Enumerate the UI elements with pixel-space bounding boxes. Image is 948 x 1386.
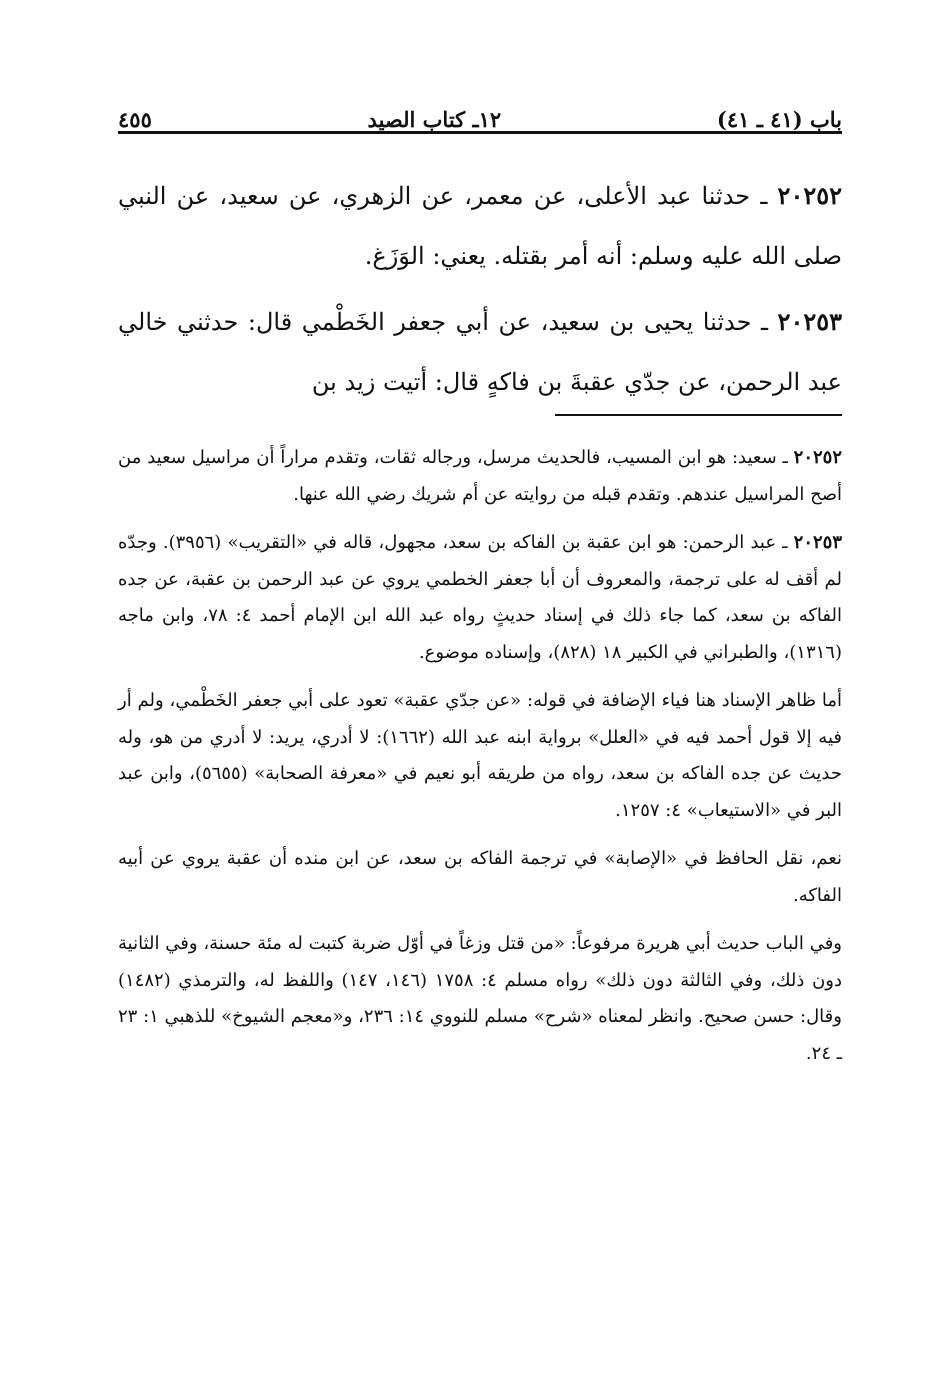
footnote-text: أما ظاهر الإسناد هنا فياء الإضافة في قوله: «عن جدّي عقبة» تعود على أبي جعفر الخَطْمي، ولم أر فيه إلا قول أحمد فيه في «العلل» برواية ابنه عبد الله (١٦٦٢): لا أدري، يريد: لا أدري من هو، وله حديث عن جده الفاكه بن سعد، رواه من طريقه أبو نعيم في «معرفة الصحابة» (٥٦٥٥)، وابن عبد البر في «الاستيعاب» ٤: ١٢٥٧. (118, 690, 842, 821)
footnote-paragraph (118, 440, 842, 513)
hadith-text: ـ حدثنا عبد الأعلى، عن معمر، عن الزهري، عن سعيد، عن النبي صلى الله عليه وسلم: أنه أمر بقتله. يعني: الوَزَغ. (118, 182, 842, 270)
book-title: ١٢ـ كتاب الصيد (367, 107, 502, 132)
hadith-number: ٢٠٢٥٣ (777, 307, 842, 336)
footnote-text: وفي الباب حديث أبي هريرة مرفوعاً: «من قتل وزغاً في أوّل ضربة كتبت له مئة حسنة، وفي الثانية دون ذلك، وفي الثالثة دون ذلك» رواه مسلم ٤: ١٧٥٨ (١٤٦، ١٤٧) واللفظ له، والترمذي (١٤٨٢) وقال: حسن صحيح. وانظر لمعناه «شرح» مسلم للنووي ١٤: ٢٣٦، و«معجم الشيوخ» للذهبي ١: ٢٣ ـ ٢٤. (118, 933, 842, 1064)
footnote-paragraph (118, 926, 842, 1072)
footnote-number: ٢٠٢٥٢ (793, 447, 842, 468)
hadith-paragraph (118, 292, 842, 412)
footnote-paragraph (118, 683, 842, 829)
header-rule (118, 131, 842, 134)
footnote-text: ـ عبد الرحمن: هو ابن عقبة بن الفاكه بن سعد، مجهول، قاله في «التقريب» (٣٩٥٦). وجدّه لم أقف له على ترجمة، والمعروف أن أبا جعفر الخطمي يروي عن عبد الرحمن بن عقبة، عن جده الفاكه بن سعد، كما جاء ذلك في إسناد حديثٍ رواه عبد الله ابن الإمام أحمد ٤: ٧٨، وابن ماجه (١٣١٦)، والطبراني في الكبير ١٨ (٨٢٨)، وإسناده موضوع. (118, 532, 842, 663)
footnote-text: نعم، نقل الحافظ في «الإصابة» في ترجمة الفاكه بن سعد، عن ابن منده أن عقبة يروي عن أبيه الفاكه. (118, 848, 842, 906)
hadith-text: ـ حدثنا يحيى بن سعيد، عن أبي جعفر الخَطْمي قال: حدثني خالي عبد الرحمن، عن جدّي عقبةَ بن فاكهٍ قال: أتيت زيد بن (118, 308, 842, 396)
hadith-paragraph (118, 166, 842, 286)
main-text (118, 166, 842, 412)
footnote-number: ٢٠٢٥٣ (793, 532, 842, 553)
footnotes (118, 440, 842, 1072)
footnote-text: ـ سعيد: هو ابن المسيب، فالحديث مرسل، ورجاله ثقات، وتقدم مراراً أن مراسيل سعيد من أصح المراسيل عندهم. وتقدم قبله من روايته عن أم شريك رضي الله عنها. (118, 447, 842, 505)
chapter-range: باب (٤١ ـ ٤١) (716, 107, 842, 132)
page-header (118, 86, 842, 132)
footnote-paragraph (118, 525, 842, 671)
page-number: ٤٥٥ (118, 107, 152, 132)
hadith-number: ٢٠٢٥٢ (777, 181, 842, 210)
footnote-paragraph (118, 841, 842, 914)
footnote-separator (555, 414, 842, 416)
